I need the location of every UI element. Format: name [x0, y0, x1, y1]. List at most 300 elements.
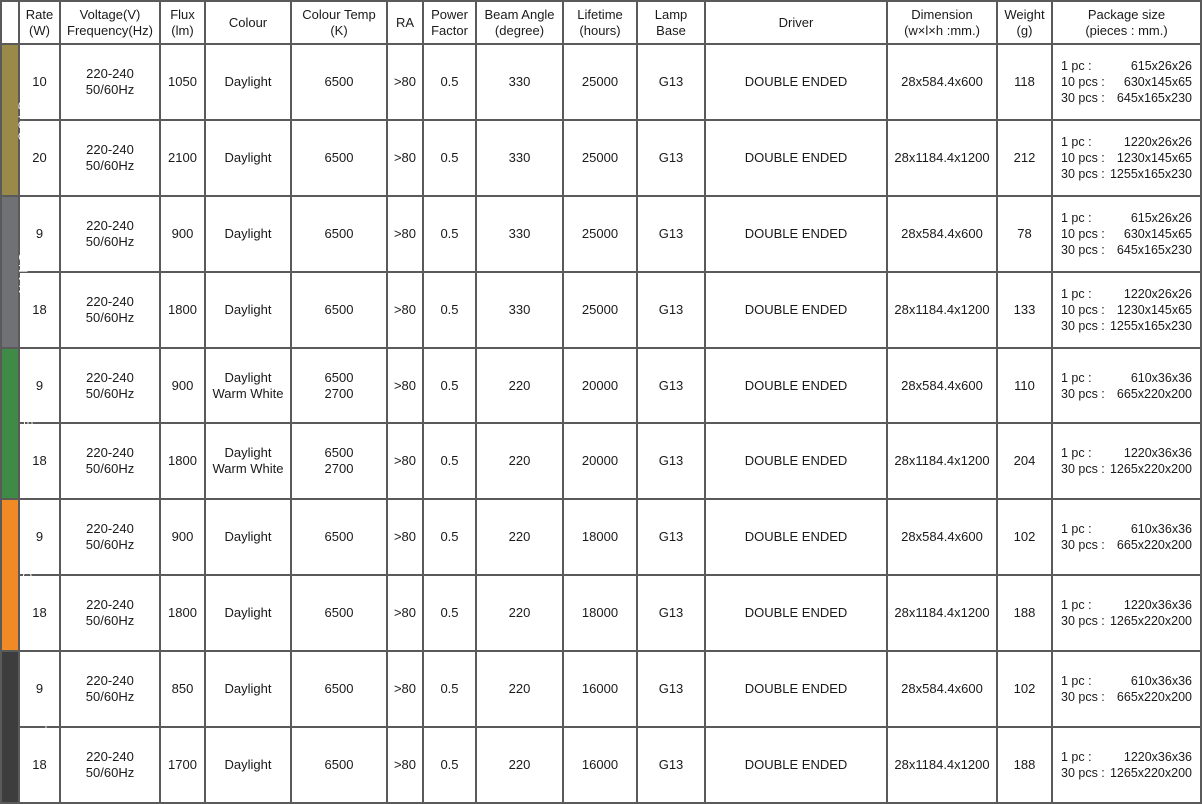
cell-voltage-line: 50/60Hz [85, 613, 135, 629]
header-lamp-base [637, 1, 705, 44]
package-quantity: 30 pcs : [1061, 614, 1105, 629]
cell-voltage [60, 272, 160, 348]
package-line [1061, 537, 1198, 553]
cell-package-size [1052, 499, 1201, 575]
header-power-factor-line: Factor [431, 22, 468, 38]
cell-ra: >80 [387, 575, 423, 651]
cell-voltage-line: 50/60Hz [85, 385, 135, 401]
cell-flux: 1050 [160, 44, 205, 120]
cell-power-factor: 0.5 [423, 575, 476, 651]
cell-colour-temp [291, 423, 387, 499]
cell-voltage-line: 50/60Hz [85, 461, 135, 477]
package-line [1061, 134, 1198, 150]
cell-rate: 9 [19, 348, 60, 424]
cell-power-factor: 0.5 [423, 423, 476, 499]
table-row [1, 423, 1201, 499]
cell-driver: DOUBLE ENDED [705, 272, 887, 348]
cell-ra: >80 [387, 651, 423, 727]
package-dimensions: 1220x26x26 [1123, 134, 1192, 149]
package-line [1061, 613, 1198, 629]
cell-voltage-line: 220-240 [86, 673, 134, 689]
category-band [1, 196, 31, 348]
header-package-size [1052, 1, 1201, 44]
package-quantity: 30 pcs : [1061, 242, 1105, 257]
category-label: GLOSS [20, 549, 35, 601]
header-package-size-line: (pieces : mm.) [1085, 22, 1168, 38]
cell-colour-temp-line: 6500 [324, 681, 354, 697]
header-beam-angle [476, 1, 563, 44]
cell-beam-angle: 330 [476, 120, 563, 196]
cell-colour-temp-line: 6500 [324, 445, 354, 461]
header-ra [387, 1, 423, 44]
table-row [1, 196, 1201, 272]
cell-driver: DOUBLE ENDED [705, 499, 887, 575]
package-dimensions: 645x165x230 [1116, 242, 1192, 257]
cell-dimension: 28x584.4x600 [887, 499, 997, 575]
cell-lifetime: 20000 [563, 423, 637, 499]
package-line [1061, 765, 1198, 781]
cell-colour-temp [291, 348, 387, 424]
cell-dimension: 28x1184.4x1200 [887, 423, 997, 499]
cell-colour-line: Daylight [224, 529, 272, 545]
cell-dimension: 28x584.4x600 [887, 651, 997, 727]
cell-colour [205, 575, 291, 651]
cell-colour [205, 44, 291, 120]
package-quantity: 30 pcs : [1061, 766, 1105, 780]
cell-dimension: 28x1184.4x1200 [887, 575, 997, 651]
package-quantity: 30 pcs : [1061, 386, 1105, 401]
package-quantity: 30 pcs : [1061, 690, 1105, 705]
cell-colour-temp-line: 6500 [324, 605, 354, 621]
cell-lifetime: 16000 [563, 651, 637, 727]
header-lifetime [563, 1, 637, 44]
cell-rate: 18 [19, 575, 60, 651]
cell-colour-temp-line: 6500 [324, 369, 354, 385]
cell-voltage-line: 220-240 [86, 141, 134, 157]
cell-package-size [1052, 727, 1201, 803]
cell-driver: DOUBLE ENDED [705, 651, 887, 727]
cell-colour-temp-line: 6500 [324, 73, 354, 89]
package-dimensions: 645x165x230 [1116, 90, 1192, 105]
package-dimensions: 610x36x36 [1130, 370, 1192, 385]
header-dimension [887, 1, 997, 44]
package-line [1061, 242, 1198, 258]
cell-voltage-line: 50/60Hz [85, 233, 135, 249]
cell-colour-temp [291, 727, 387, 803]
cell-flux: 1700 [160, 727, 205, 803]
category-label: GOLD [16, 98, 31, 141]
header-rate [19, 1, 60, 44]
package-line [1061, 318, 1198, 334]
cell-flux: 1800 [160, 423, 205, 499]
cell-colour [205, 348, 291, 424]
cell-package-size [1052, 196, 1201, 272]
cell-colour-temp [291, 575, 387, 651]
cell-colour [205, 272, 291, 348]
cell-voltage [60, 348, 160, 424]
cell-lamp-base: G13 [637, 196, 705, 272]
cell-lamp-base: G13 [637, 499, 705, 575]
cell-colour-temp [291, 120, 387, 196]
header-flux-line: Flux [170, 6, 195, 22]
cell-package-size [1052, 348, 1201, 424]
cell-beam-angle: 220 [476, 727, 563, 803]
header-weight [997, 1, 1052, 44]
cell-package-size [1052, 44, 1201, 120]
package-dimensions: 665x220x200 [1116, 538, 1192, 553]
cell-colour-line: Daylight [224, 757, 272, 772]
package-quantity: 30 pcs : [1061, 462, 1105, 477]
header-voltage-line: Voltage(V) [79, 6, 141, 22]
cell-weight: 78 [997, 196, 1052, 272]
package-quantity: 10 pcs : [1061, 226, 1105, 241]
package-quantity: 1 pc : [1061, 674, 1092, 689]
category-band [1, 44, 31, 196]
cell-colour-temp [291, 44, 387, 120]
cell-voltage [60, 575, 160, 651]
cell-ra: >80 [387, 120, 423, 196]
cell-flux: 900 [160, 499, 205, 575]
cell-lifetime: 25000 [563, 120, 637, 196]
cell-voltage [60, 120, 160, 196]
cell-weight: 102 [997, 651, 1052, 727]
header-rate-line: Rate [25, 6, 54, 22]
cell-driver: DOUBLE ENDED [705, 575, 887, 651]
cell-power-factor: 0.5 [423, 272, 476, 348]
cell-rate: 18 [19, 272, 60, 348]
cell-flux: 2100 [160, 120, 205, 196]
header-flux [160, 1, 205, 44]
package-line [1061, 689, 1198, 705]
package-quantity: 10 pcs : [1061, 150, 1105, 165]
category-label: GREEN [21, 397, 36, 450]
cell-voltage-line: 50/60Hz [85, 689, 135, 705]
header-driver-line: Driver [778, 14, 814, 30]
package-dimensions: 1265x220x200 [1109, 766, 1192, 780]
cell-rate: 20 [19, 120, 60, 196]
package-dimensions: 615x26x26 [1130, 58, 1192, 73]
cell-driver: DOUBLE ENDED [705, 196, 887, 272]
package-dimensions: 1255x165x230 [1109, 166, 1192, 181]
cell-voltage-line: 220-240 [86, 65, 134, 81]
cell-rate: 10 [19, 44, 60, 120]
package-line [1061, 302, 1198, 318]
cell-lamp-base: G13 [637, 272, 705, 348]
table-row [1, 499, 1201, 575]
cell-colour [205, 727, 291, 803]
header-colour-temp-line: (K) [330, 22, 348, 38]
cell-weight: 212 [997, 120, 1052, 196]
cell-colour [205, 196, 291, 272]
header-beam-angle-line: (degree) [494, 22, 545, 38]
package-quantity: 1 pc : [1061, 286, 1092, 301]
table-row [1, 651, 1201, 727]
cell-lamp-base: G13 [637, 651, 705, 727]
table-body [1, 44, 1201, 803]
category-band [1, 499, 35, 651]
package-quantity: 30 pcs : [1061, 166, 1105, 181]
cell-colour-line: Daylight [224, 681, 272, 697]
package-dimensions: 1230x145x65 [1116, 302, 1192, 317]
cell-lifetime: 20000 [563, 348, 637, 424]
table-row [1, 727, 1201, 803]
cell-colour [205, 120, 291, 196]
package-line [1061, 90, 1198, 106]
package-dimensions: 1255x165x230 [1109, 318, 1192, 333]
cell-colour-temp [291, 196, 387, 272]
cell-package-size [1052, 272, 1201, 348]
cell-colour-line: Daylight [224, 225, 272, 241]
cell-voltage [60, 423, 160, 499]
cell-colour-temp [291, 272, 387, 348]
header-voltage-line: Frequency(Hz) [67, 22, 153, 38]
cell-flux: 1800 [160, 272, 205, 348]
category-label: NANO [16, 250, 31, 294]
cell-voltage-line: 50/60Hz [85, 81, 135, 97]
header-package-size-line: Package size [1087, 6, 1166, 22]
cell-beam-angle: 330 [476, 44, 563, 120]
package-dimensions: 1230x145x65 [1116, 150, 1192, 165]
cell-colour-line: Daylight [224, 605, 272, 621]
cell-package-size [1052, 575, 1201, 651]
package-quantity: 30 pcs : [1061, 318, 1105, 333]
cell-voltage-line: 220-240 [86, 749, 134, 764]
header-ra-line: RA [395, 14, 415, 30]
cell-driver: DOUBLE ENDED [705, 727, 887, 803]
cell-power-factor: 0.5 [423, 348, 476, 424]
header-row [1, 1, 1201, 44]
header-lamp-base-line: Lamp [654, 6, 688, 22]
package-quantity: 10 pcs : [1061, 74, 1105, 89]
table-row [1, 120, 1201, 196]
cell-dimension: 28x584.4x600 [887, 44, 997, 120]
cell-voltage-line: 50/60Hz [85, 537, 135, 553]
cell-package-size [1052, 651, 1201, 727]
cell-beam-angle: 220 [476, 575, 563, 651]
cell-colour-temp-line: 6500 [324, 529, 354, 545]
cell-driver: DOUBLE ENDED [705, 44, 887, 120]
cell-ra: >80 [387, 727, 423, 803]
cell-colour-temp [291, 651, 387, 727]
cell-lamp-base: G13 [637, 44, 705, 120]
cell-lifetime: 16000 [563, 727, 637, 803]
cell-driver: DOUBLE ENDED [705, 348, 887, 424]
category-label: SMART SAVE [43, 679, 58, 776]
cell-voltage [60, 727, 160, 803]
package-line [1061, 286, 1198, 302]
package-quantity: 1 pc : [1061, 370, 1092, 385]
cell-ra: >80 [387, 196, 423, 272]
cell-weight: 133 [997, 272, 1052, 348]
header-driver [705, 1, 887, 44]
cell-voltage-line: 50/60Hz [85, 765, 135, 780]
cell-voltage-line: 220-240 [86, 217, 134, 233]
package-dimensions: 630x145x65 [1123, 226, 1192, 241]
cell-power-factor: 0.5 [423, 196, 476, 272]
package-line [1061, 749, 1198, 765]
cell-rate: 9 [19, 499, 60, 575]
header-colour-temp-line: Colour Temp [302, 6, 376, 22]
cell-beam-angle: 220 [476, 423, 563, 499]
cell-voltage-line: 50/60Hz [85, 309, 135, 325]
cell-lamp-base: G13 [637, 348, 705, 424]
cell-weight: 110 [997, 348, 1052, 424]
cell-weight: 188 [997, 575, 1052, 651]
cell-colour [205, 423, 291, 499]
table-row [1, 272, 1201, 348]
package-dimensions: 665x220x200 [1116, 690, 1192, 705]
header-corner [1, 1, 19, 44]
package-line [1061, 74, 1198, 90]
package-quantity: 30 pcs : [1061, 538, 1105, 553]
cell-lamp-base: G13 [637, 120, 705, 196]
cell-colour-temp-line: 6500 [324, 301, 354, 317]
header-colour-temp [291, 1, 387, 44]
cell-package-size [1052, 120, 1201, 196]
cell-colour [205, 651, 291, 727]
table-row [1, 348, 1201, 424]
cell-voltage-line: 50/60Hz [85, 157, 135, 173]
package-line [1061, 150, 1198, 166]
package-line [1061, 386, 1198, 402]
header-rate-line: (W) [29, 22, 50, 38]
cell-colour-temp-line: 6500 [324, 757, 354, 772]
package-quantity: 1 pc : [1061, 522, 1092, 537]
cell-power-factor: 0.5 [423, 651, 476, 727]
cell-lamp-base: G13 [637, 727, 705, 803]
cell-voltage-line: 220-240 [86, 445, 134, 461]
package-line [1061, 521, 1198, 537]
header-dimension-line: Dimension [911, 6, 973, 22]
cell-dimension: 28x1184.4x1200 [887, 120, 997, 196]
package-line [1061, 597, 1198, 613]
header-power-factor [423, 1, 476, 44]
package-quantity: 1 pc : [1061, 210, 1092, 225]
cell-dimension: 28x584.4x600 [887, 196, 997, 272]
header-voltage [60, 1, 160, 44]
cell-colour-line: Daylight [224, 73, 272, 89]
cell-rate: 18 [19, 727, 60, 803]
cell-voltage [60, 651, 160, 727]
cell-weight: 118 [997, 44, 1052, 120]
cell-flux: 850 [160, 651, 205, 727]
cell-power-factor: 0.5 [423, 727, 476, 803]
cell-beam-angle: 220 [476, 651, 563, 727]
header-beam-angle-line: Beam Angle [484, 6, 555, 22]
cell-colour-line: Daylight [224, 149, 272, 165]
package-line [1061, 210, 1198, 226]
header-colour-line: Colour [228, 14, 268, 30]
cell-colour-temp-line: 6500 [324, 225, 354, 241]
cell-colour-line: Warm White [212, 461, 284, 477]
cell-rate: 18 [19, 423, 60, 499]
package-line [1061, 445, 1198, 461]
cell-ra: >80 [387, 499, 423, 575]
package-quantity: 30 pcs : [1061, 90, 1105, 105]
header-lifetime-line: Lifetime [577, 6, 623, 22]
cell-lifetime: 25000 [563, 44, 637, 120]
cell-rate: 9 [19, 196, 60, 272]
package-line [1061, 673, 1198, 689]
package-dimensions: 615x26x26 [1130, 210, 1192, 225]
cell-voltage [60, 44, 160, 120]
cell-driver: DOUBLE ENDED [705, 120, 887, 196]
package-quantity: 1 pc : [1061, 58, 1092, 73]
package-dimensions: 1220x36x36 [1123, 750, 1192, 764]
cell-driver: DOUBLE ENDED [705, 423, 887, 499]
package-dimensions: 665x220x200 [1116, 386, 1192, 401]
cell-ra: >80 [387, 348, 423, 424]
package-quantity: 1 pc : [1061, 446, 1092, 461]
cell-rate: 9 [19, 651, 60, 727]
cell-colour-temp [291, 499, 387, 575]
cell-power-factor: 0.5 [423, 44, 476, 120]
header-lamp-base-line: Base [656, 22, 686, 38]
cell-flux: 1800 [160, 575, 205, 651]
cell-ra: >80 [387, 423, 423, 499]
cell-lifetime: 25000 [563, 272, 637, 348]
package-quantity: 1 pc : [1061, 598, 1092, 613]
cell-voltage [60, 196, 160, 272]
cell-beam-angle: 220 [476, 348, 563, 424]
header-colour [205, 1, 291, 44]
package-dimensions: 1265x220x200 [1109, 614, 1192, 629]
table-row [1, 44, 1201, 120]
cell-voltage [60, 499, 160, 575]
cell-colour-line: Daylight [224, 445, 272, 461]
cell-flux: 900 [160, 196, 205, 272]
package-quantity: 1 pc : [1061, 750, 1092, 764]
header-lifetime-line: (hours) [579, 22, 621, 38]
package-line [1061, 58, 1198, 74]
cell-lifetime: 18000 [563, 575, 637, 651]
cell-flux: 900 [160, 348, 205, 424]
cell-colour-line: Daylight [224, 369, 272, 385]
cell-voltage-line: 220-240 [86, 597, 134, 613]
package-dimensions: 610x36x36 [1130, 674, 1192, 689]
package-line [1061, 166, 1198, 182]
cell-dimension: 28x1184.4x1200 [887, 272, 997, 348]
package-dimensions: 1265x220x200 [1109, 462, 1192, 477]
table-header [1, 1, 1201, 44]
cell-voltage-line: 220-240 [86, 293, 134, 309]
cell-power-factor: 0.5 [423, 499, 476, 575]
cell-voltage-line: 220-240 [86, 521, 134, 537]
cell-weight: 204 [997, 423, 1052, 499]
cell-dimension: 28x1184.4x1200 [887, 727, 997, 803]
package-dimensions: 1220x26x26 [1123, 286, 1192, 301]
table-row [1, 575, 1201, 651]
cell-weight: 102 [997, 499, 1052, 575]
cell-colour-line: Daylight [224, 301, 272, 317]
cell-beam-angle: 330 [476, 196, 563, 272]
cell-lifetime: 18000 [563, 499, 637, 575]
header-dimension-line: (w×l×h :mm.) [904, 22, 980, 38]
cell-voltage-line: 220-240 [86, 369, 134, 385]
cell-package-size [1052, 423, 1201, 499]
cell-colour-temp-line: 2700 [324, 385, 354, 401]
cell-beam-angle: 330 [476, 272, 563, 348]
package-dimensions: 610x36x36 [1130, 522, 1192, 537]
header-power-factor-line: Power [431, 6, 468, 22]
category-band [1, 348, 36, 500]
cell-lamp-base: G13 [637, 423, 705, 499]
package-quantity: 10 pcs : [1061, 302, 1105, 317]
package-line [1061, 370, 1198, 386]
package-line [1061, 461, 1198, 477]
cell-lamp-base: G13 [637, 575, 705, 651]
cell-weight: 188 [997, 727, 1052, 803]
